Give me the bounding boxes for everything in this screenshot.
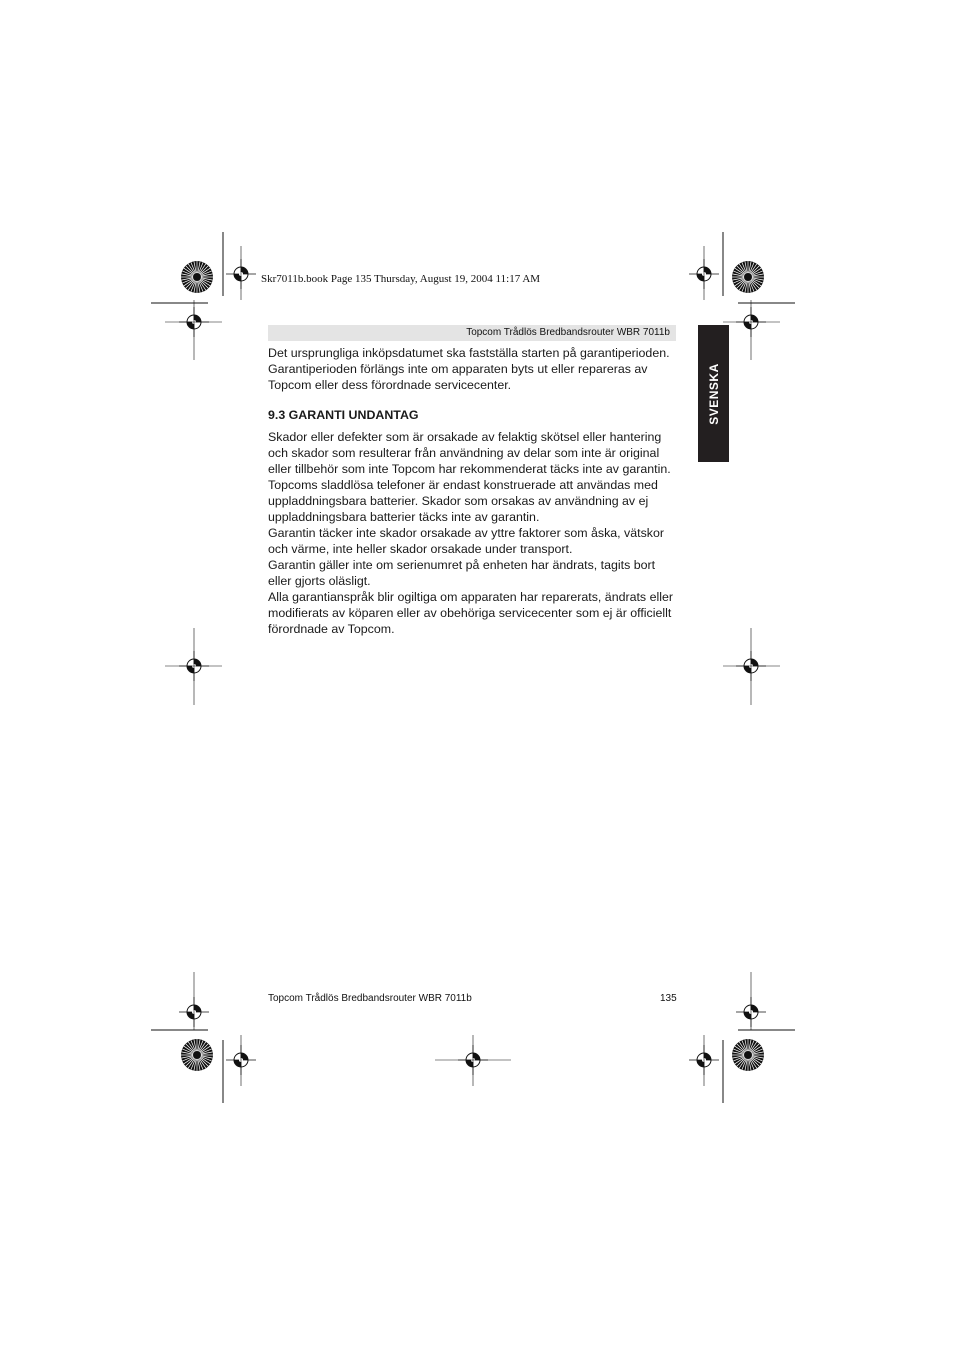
language-tab (698, 325, 729, 462)
paragraph-serial-number: Garantin gäller inte om serienumret på enheten har ändrats, tagits bort eller gjorts oläsligt. (268, 558, 656, 588)
section-heading: 9.3 GARANTI UNDANTAG (268, 408, 419, 422)
paragraph-external-factors: Garantin täcker inte skador orsakade av yttre faktorer som åska, vätskor och värme, inte heller skador orsakade under transport. (268, 526, 664, 556)
language-tab-label: SVENSKA (706, 362, 721, 425)
footer-title: Topcom Trådlös Bredbandsrouter WBR 7011b (268, 993, 472, 1004)
running-header (268, 325, 676, 341)
paragraph-batteries: Topcoms sladdlösa telefoner är endast konstruerade att användas med uppladdningsbara batterier. Skador som orsakas av användning av ej uppladdningsbara batterier täcks inte av garantin. (268, 478, 658, 524)
page-content (268, 345, 680, 637)
paragraph-damage: Skador eller defekter som är orsakade av felaktig skötsel eller hantering och skador som resulterar från användning av delar som inte är original eller tillbehör som inte Topcom har rekommenderat täcks inte av garantin. (268, 430, 671, 476)
intro-paragraph: Det ursprungliga inköpsdatumet ska fastställa starten på garantiperioden. Garantiperioden förlängs inte om apparaten byts ut eller repareras av Topcom eller dess förordnade servicecenter. (268, 346, 670, 392)
paragraph-claims-void: Alla garantianspråk blir ogiltiga om apparaten har reparerats, ändrats eller modifierats av köparen eller av obehöriga servicecenter som ej är officiellt förordnade av Topcom. (268, 590, 673, 636)
header-title: Topcom Trådlös Bredbandsrouter WBR 7011b (466, 327, 670, 338)
print-info-slug: Skr7011b.book Page 135 Thursday, August 19, 2004 11:17 AM (261, 273, 541, 285)
page-number: 135 (660, 993, 677, 1004)
